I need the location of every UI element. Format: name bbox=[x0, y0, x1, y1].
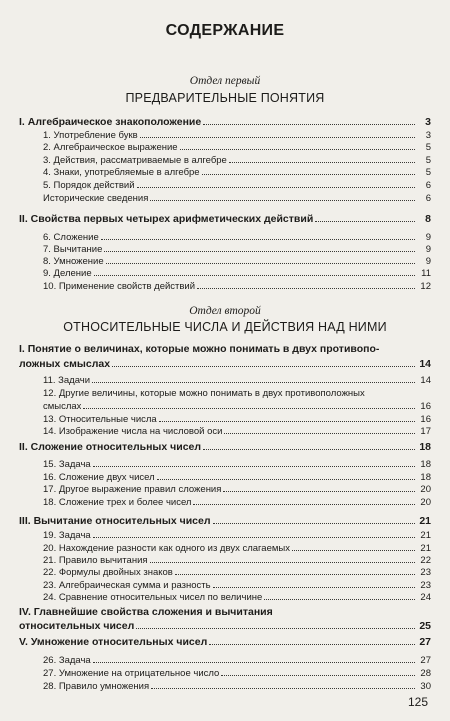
toc-entry-page: 6 bbox=[425, 193, 431, 204]
toc-entry-page: 9 bbox=[425, 232, 431, 243]
toc-entry-title: 5. Порядок действий bbox=[43, 180, 135, 191]
toc-entry-title: 2. Алгебраическое выражение bbox=[43, 142, 178, 153]
toc-entry-title: 6. Сложение bbox=[43, 232, 99, 243]
toc-section-row bbox=[19, 213, 431, 225]
dot-leader bbox=[159, 421, 415, 422]
toc-item-row bbox=[19, 414, 431, 425]
toc-entry-title: 23. Алгебраическая сумма и разность bbox=[43, 580, 211, 591]
toc-entry-title: 20. Нахождение разности как одного из двух слагаемых bbox=[43, 543, 290, 554]
dot-leader bbox=[112, 366, 415, 367]
dot-leader bbox=[203, 449, 415, 450]
toc-entry-page: 21 bbox=[420, 543, 431, 554]
dot-leader bbox=[101, 239, 415, 240]
toc-item-row bbox=[19, 472, 431, 483]
toc-entry-title: 8. Умножение bbox=[43, 256, 104, 267]
dot-leader bbox=[223, 491, 415, 492]
toc-entry-page: 28 bbox=[420, 668, 431, 679]
toc-item-row bbox=[19, 459, 431, 470]
dot-leader bbox=[83, 408, 415, 409]
toc-entry-page: 18 bbox=[420, 472, 431, 483]
dot-leader bbox=[136, 628, 415, 629]
toc-entry-title: 18. Сложение трех и более чисел bbox=[43, 497, 192, 508]
toc-section-row bbox=[19, 441, 431, 453]
toc-entry-title: 15. Задача bbox=[43, 459, 91, 470]
toc-entry-page: 3 bbox=[425, 116, 431, 128]
toc-item-row bbox=[19, 401, 431, 412]
toc-entry-title: 22. Формулы двойных знаков bbox=[43, 567, 173, 578]
toc-entry-page: 5 bbox=[425, 155, 431, 166]
toc-entry-title: 1. Употребление букв bbox=[43, 130, 138, 141]
dot-leader bbox=[197, 288, 415, 289]
toc-entry-page: 27 bbox=[419, 636, 431, 648]
toc-item-row bbox=[19, 268, 431, 279]
toc-entry-page: 5 bbox=[425, 167, 431, 178]
toc-item-row bbox=[19, 167, 431, 178]
toc-item-row bbox=[19, 592, 431, 603]
toc-entry-page: 9 bbox=[425, 256, 431, 267]
dot-leader bbox=[157, 479, 415, 480]
dot-leader bbox=[94, 275, 415, 276]
dept2-label: Отдел второй bbox=[189, 305, 261, 317]
toc-section-heading: IV. Главнейшие свойства сложения и вычитания bbox=[19, 606, 273, 618]
toc-entry-title: смыслах bbox=[43, 401, 82, 412]
toc-entry-page: 30 bbox=[420, 681, 431, 692]
dot-leader bbox=[315, 221, 415, 222]
toc-entry-title: 28. Правило умножения bbox=[43, 681, 150, 692]
toc-entry-page: 18 bbox=[419, 441, 431, 453]
toc-item-row bbox=[19, 426, 431, 437]
toc-item-row bbox=[19, 530, 431, 541]
toc-entry-page: 11 bbox=[421, 268, 431, 279]
dot-leader bbox=[213, 523, 415, 524]
toc-entry-page: 23 bbox=[420, 580, 431, 591]
toc-entry-page: 20 bbox=[420, 484, 431, 495]
toc-item-row bbox=[19, 543, 431, 554]
toc-entry-title: II. Сложение относительных чисел bbox=[19, 441, 202, 453]
toc-entry-page: 5 bbox=[425, 142, 431, 153]
dept2-title: ОТНОСИТЕЛЬНЫЕ ЧИСЛА И ДЕЙСТВИЯ НАД НИМИ bbox=[63, 320, 387, 334]
toc-item-row bbox=[19, 497, 431, 508]
dot-leader bbox=[93, 537, 415, 538]
toc-entry-page: 12 bbox=[420, 281, 431, 292]
dot-leader bbox=[93, 662, 415, 663]
toc-item-row bbox=[19, 180, 431, 191]
toc-entry-title: 24. Сравнение относительных чисел по величине bbox=[43, 592, 263, 603]
dot-leader bbox=[224, 433, 415, 434]
dot-leader bbox=[92, 382, 415, 383]
toc-item-row bbox=[19, 142, 431, 153]
page-title: СОДЕРЖАНИЕ bbox=[165, 22, 285, 39]
toc-entry-title: 26. Задача bbox=[43, 655, 91, 666]
dot-leader bbox=[93, 466, 415, 467]
toc-entry-title: V. Умножение относительных чисел bbox=[19, 636, 208, 648]
toc-entry-title: 9. Деление bbox=[43, 268, 92, 279]
toc-entry-title: Исторические сведения bbox=[43, 193, 149, 204]
toc-item-row bbox=[19, 130, 431, 141]
toc-entry-page: 16 bbox=[420, 414, 431, 425]
toc-entry-title: II. Свойства первых четырех арифметических действий bbox=[19, 213, 314, 225]
toc-item-row bbox=[19, 567, 431, 578]
toc-entry-page: 23 bbox=[420, 567, 431, 578]
dot-leader bbox=[213, 587, 415, 588]
toc-entry-page: 21 bbox=[420, 530, 431, 541]
dot-leader bbox=[202, 174, 415, 175]
toc-entry-title: 10. Применение свойств действий bbox=[43, 281, 196, 292]
toc-section-row bbox=[19, 636, 431, 648]
toc-entry-page: 8 bbox=[425, 213, 431, 225]
toc-entry-title: III. Вычитание относительных чисел bbox=[19, 515, 211, 527]
dot-leader bbox=[151, 688, 415, 689]
dot-leader bbox=[106, 263, 415, 264]
toc-item-row bbox=[19, 155, 431, 166]
toc-item-text: 12. Другие величины, которые можно понимать в двух противоположных bbox=[43, 388, 365, 399]
dot-leader bbox=[137, 187, 415, 188]
toc-entry-page: 18 bbox=[420, 459, 431, 470]
toc-section-row bbox=[19, 620, 431, 632]
toc-entry-page: 16 bbox=[420, 401, 431, 412]
dept1-title: ПРЕДВАРИТЕЛЬНЫЕ ПОНЯТИЯ bbox=[125, 91, 325, 105]
toc-entry-title: 13. Относительные числа bbox=[43, 414, 157, 425]
dept1-label: Отдел первый bbox=[189, 75, 261, 87]
dot-leader bbox=[150, 200, 415, 201]
toc-item-row bbox=[19, 555, 431, 566]
toc-entry-page: 24 bbox=[420, 592, 431, 603]
dot-leader bbox=[180, 149, 415, 150]
toc-entry-title: I. Алгебраическое знакоположение bbox=[19, 116, 202, 128]
toc-item-row bbox=[19, 232, 431, 243]
dot-leader bbox=[221, 675, 415, 676]
dot-leader bbox=[175, 574, 415, 575]
toc-entry-title: 4. Знаки, употребляемые в алгебре bbox=[43, 167, 200, 178]
toc-entry-page: 9 bbox=[425, 244, 431, 255]
toc-entry-title: 19. Задача bbox=[43, 530, 91, 541]
toc-entry-title: ложных смыслах bbox=[19, 358, 111, 370]
toc-entry-title: 27. Умножение на отрицательное число bbox=[43, 668, 220, 679]
toc-item-row bbox=[19, 668, 431, 679]
toc-entry-page: 22 bbox=[420, 555, 431, 566]
toc-item-row bbox=[19, 244, 431, 255]
dot-leader bbox=[229, 162, 415, 163]
toc-section-heading: I. Понятие о величинах, которые можно понимать в двух противопо- bbox=[19, 343, 380, 355]
toc-entry-title: 16. Сложение двух чисел bbox=[43, 472, 155, 483]
page-number: 125 bbox=[407, 695, 428, 709]
dot-leader bbox=[150, 562, 415, 563]
toc-entry-title: 21. Правило вычитания bbox=[43, 555, 148, 566]
dot-leader bbox=[209, 644, 415, 645]
toc-entry-title: 3. Действия, рассматриваемые в алгебре bbox=[43, 155, 227, 166]
toc-entry-page: 21 bbox=[419, 515, 431, 527]
dot-leader bbox=[264, 599, 415, 600]
dot-leader bbox=[193, 504, 415, 505]
toc-entry-page: 3 bbox=[425, 130, 431, 141]
toc-entry-page: 25 bbox=[419, 620, 431, 632]
toc-entry-page: 17 bbox=[420, 426, 431, 437]
toc-entry-title: 14. Изображение числа на числовой оси bbox=[43, 426, 223, 437]
toc-entry-page: 27 bbox=[420, 655, 431, 666]
toc-section-row bbox=[19, 515, 431, 527]
toc-item-row bbox=[19, 193, 431, 204]
dot-leader bbox=[203, 124, 415, 125]
toc-item-row bbox=[19, 281, 431, 292]
toc-entry-title: 7. Вычитание bbox=[43, 244, 103, 255]
toc-entry-page: 14 bbox=[419, 358, 431, 370]
toc-entry-page: 20 bbox=[420, 497, 431, 508]
toc-item-row bbox=[19, 655, 431, 666]
dot-leader bbox=[140, 137, 415, 138]
toc-entry-page: 6 bbox=[425, 180, 431, 191]
toc-item-row bbox=[19, 375, 431, 386]
dot-leader bbox=[292, 550, 415, 551]
toc-item-row bbox=[19, 580, 431, 591]
toc-entry-title: 11. Задачи bbox=[43, 375, 91, 386]
toc-item-row bbox=[19, 681, 431, 692]
toc-section-row bbox=[19, 116, 431, 128]
toc-entry-page: 14 bbox=[420, 375, 431, 386]
toc-entry-title: относительных чисел bbox=[19, 620, 135, 632]
toc-item-row bbox=[19, 256, 431, 267]
toc-item-row bbox=[19, 484, 431, 495]
dot-leader bbox=[104, 251, 415, 252]
toc-entry-title: 17. Другое выражение правил сложения bbox=[43, 484, 222, 495]
toc-section-row bbox=[19, 358, 431, 370]
